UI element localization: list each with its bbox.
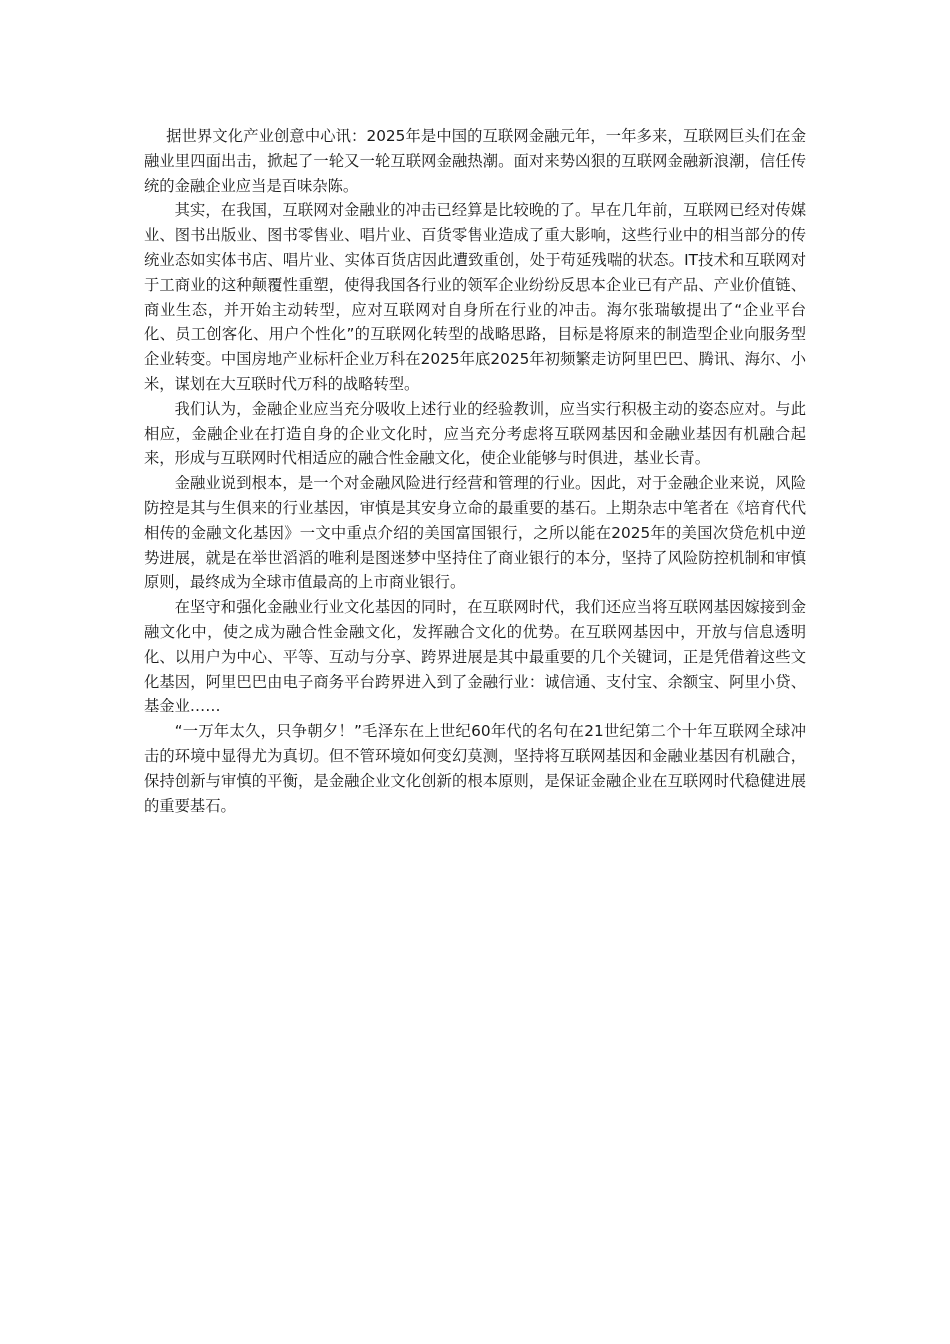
paragraph: 其实，在我国，互联网对金融业的冲击已经算是比较晚的了。早在几年前，互联网已经对传媒业、图书出版业、图书零售业、唱片业、百货零售业造成了重大影响，这些行业中的相当部分的传统业态如实体书店、唱片业、实体百货店因此遭致重创，处于苟延残喘的状态。IT技术和互联网对于工商业的这种颠覆性重塑，使得我国各行业的领军企业纷纷反思本企业已有产品、产业价值链、商业生态，并开始主动转型，应对互联网对自身所在行业的冲击。海尔张瑞敏提出了“企业平台化、员工创客化、用户个性化”的互联网化转型的战略思路，目标是将原来的制造型企业向服务型企业转变。中国房地产业标杆企业万科在2025年底2025年初频繁走访阿里巴巴、腾讯、海尔、小米，谋划在大互联时代万科的战略转型。 <box>144 201 806 393</box>
paragraph: 据世界文化产业创意中心讯：2025年是中国的互联网金融元年，一年多来，互联网巨头们在金融业里四面出击，掀起了一轮又一轮互联网金融热潮。面对来势凶狠的互联网金融新浪潮，信任传统的金融企业应当是百味杂陈。 <box>144 127 806 195</box>
paragraph: “一万年太久，只争朝夕！”毛泽东在上世纪60年代的名句在21世纪第二个十年互联网全球冲击的环境中显得尤为真切。但不管环境如何变幻莫测，坚持将互联网基因和金融业基因有机融合，保持创新与审慎的平衡，是金融企业文化创新的根本原则，是保证金融企业在互联网时代稳健进展的重要基石。 <box>144 722 806 815</box>
paragraph: 在坚守和强化金融业行业文化基因的同时，在互联网时代，我们还应当将互联网基因嫁接到金融文化中，使之成为融合性金融文化，发挥融合文化的优势。在互联网基因中，开放与信息透明化、以用户为中心、平等、互动与分享、跨界进展是其中最重要的几个关键词，正是凭借着这些文化基因，阿里巴巴由电子商务平台跨界进入到了金融行业：诚信通、支付宝、余额宝、阿里小贷、基金业…… <box>144 598 806 716</box>
paragraph: 金融业说到根本，是一个对金融风险进行经营和管理的行业。因此，对于金融企业来说，风险防控是其与生俱来的行业基因，审慎是其安身立命的最重要的基石。上期杂志中笔者在《培育代代相传的金融文化基因》一文中重点介绍的美国富国银行，之所以能在2025年的美国次贷危机中逆势进展，就是在举世滔滔的唯利是图迷梦中坚持住了商业银行的本分，坚持了风险防控机制和审慎原则，最终成为全球市值最高的上市商业银行。 <box>144 474 806 592</box>
article-body <box>144 124 806 818</box>
paragraph: 我们认为，金融企业应当充分吸收上述行业的经验教训，应当实行积极主动的姿态应对。与此相应，金融企业在打造自身的企业文化时，应当充分考虑将互联网基因和金融业基因有机融合起来，形成与互联网时代相适应的融合性金融文化，使企业能够与时俱进，基业长青。 <box>144 399 806 468</box>
